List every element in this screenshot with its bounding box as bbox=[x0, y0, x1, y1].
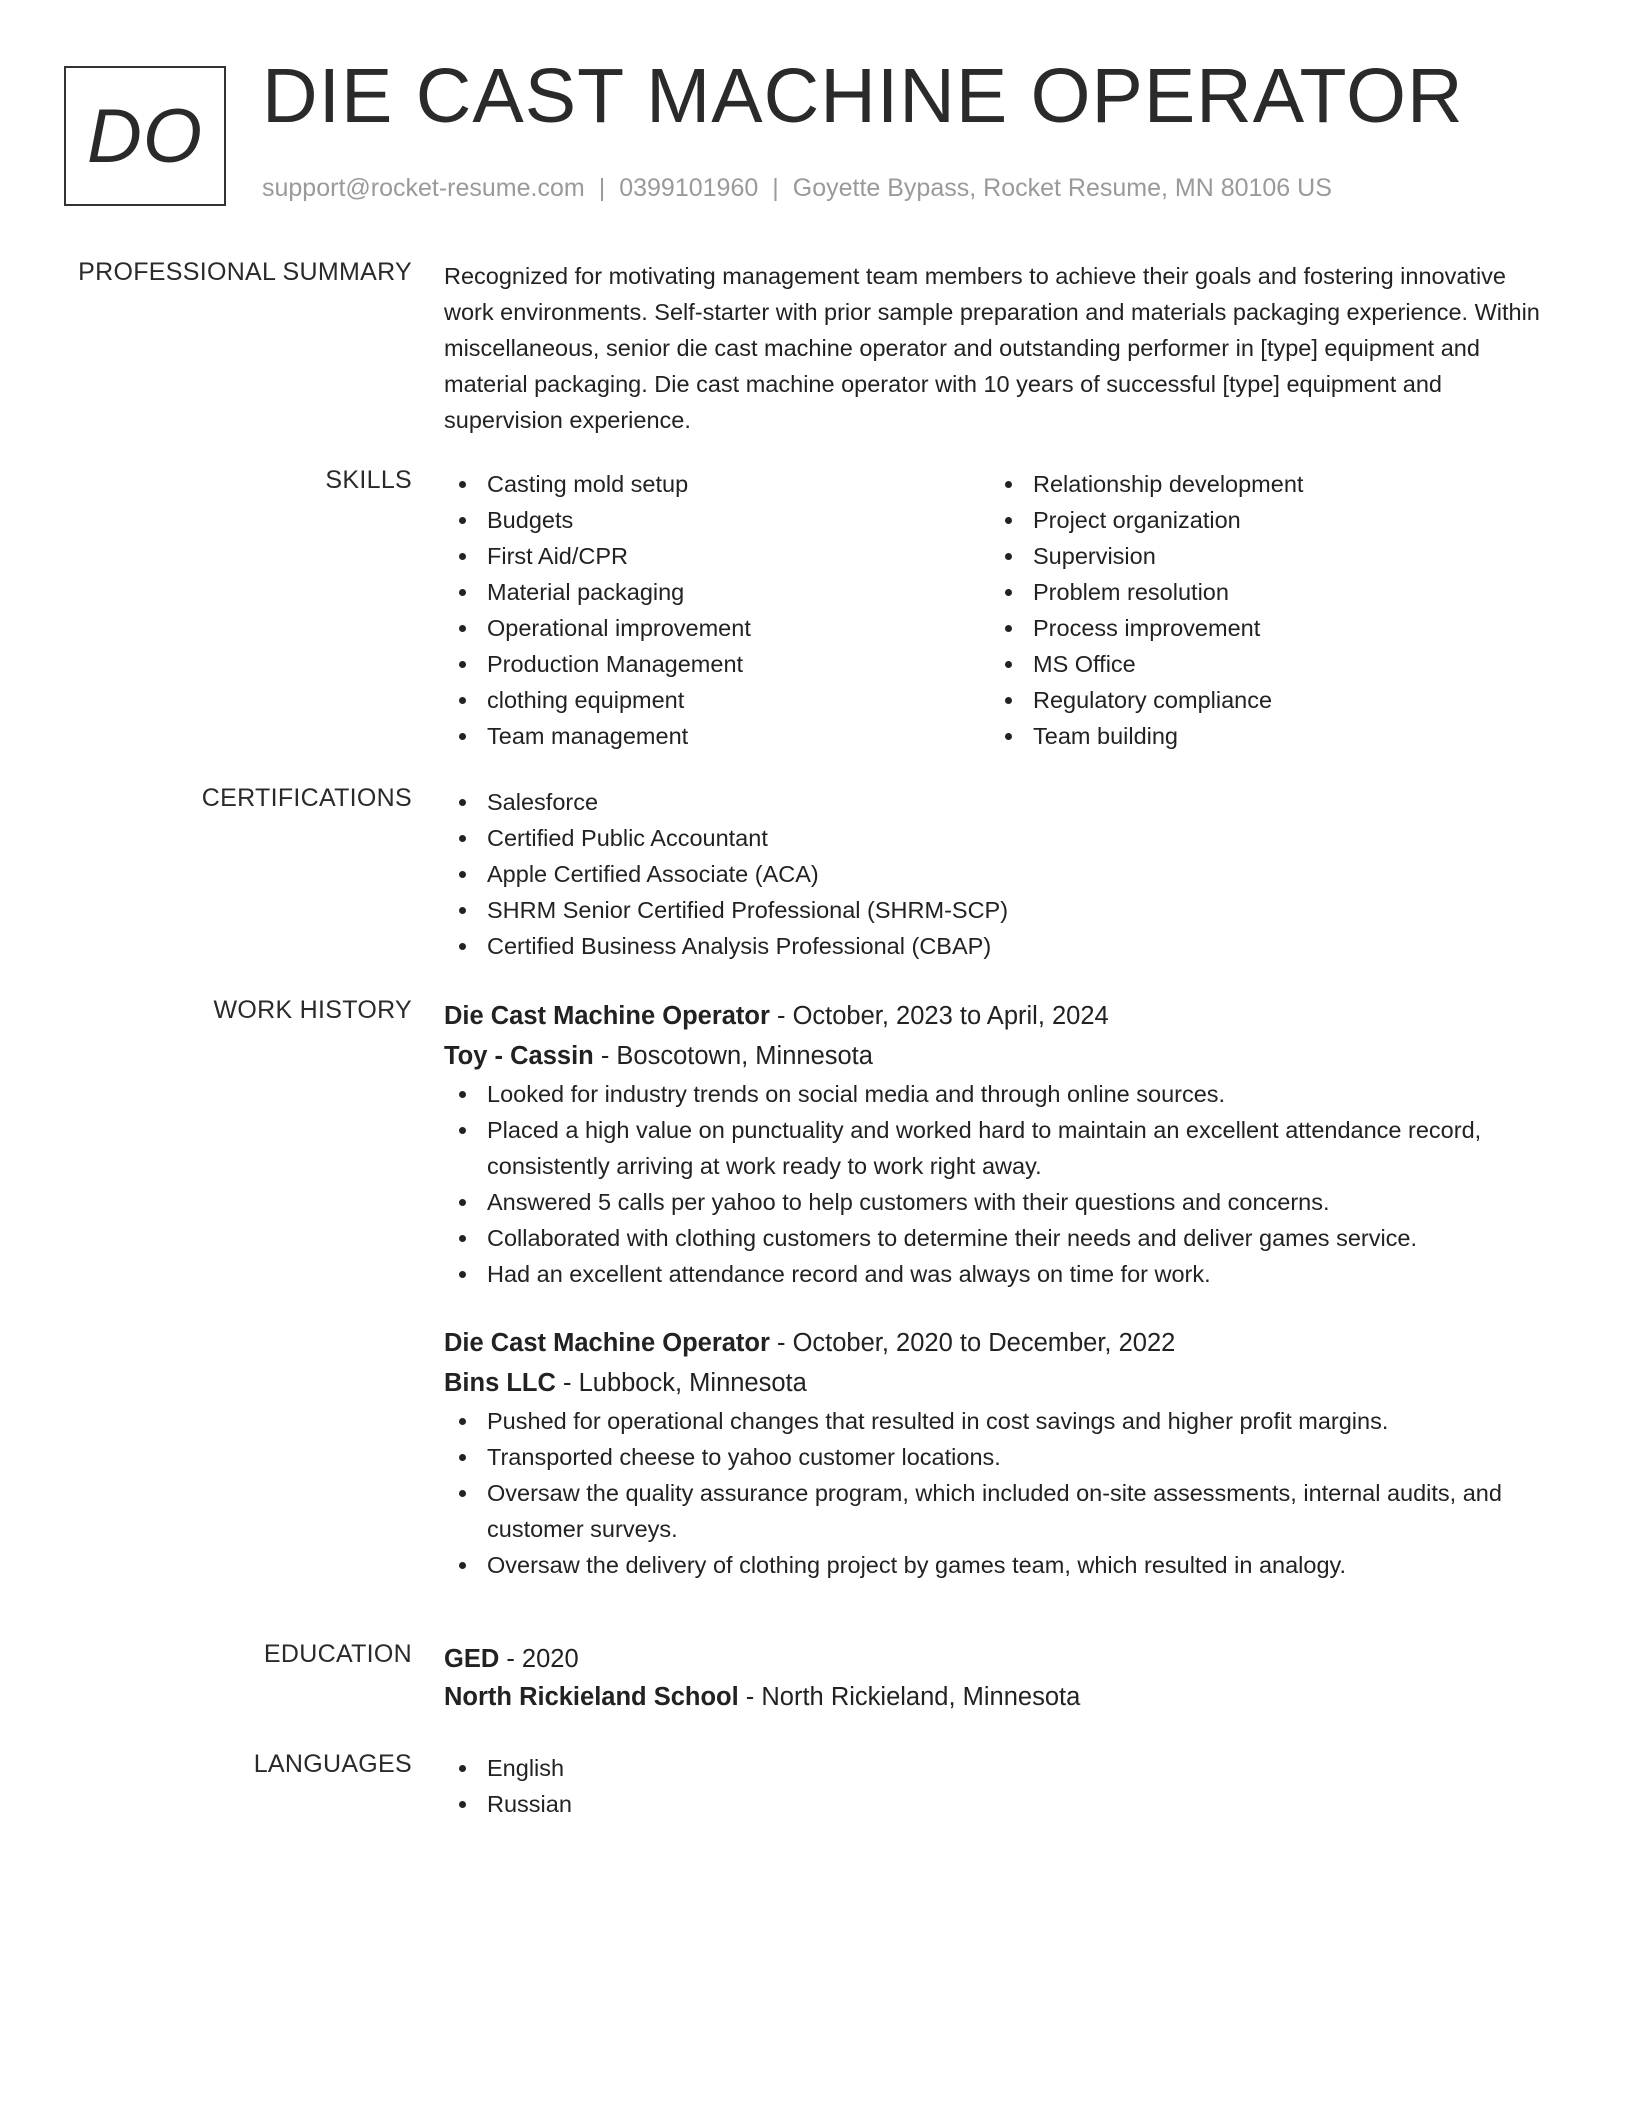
languages-list bbox=[444, 1750, 1554, 1822]
job-company: Toy - Cassin bbox=[444, 1042, 594, 1070]
job-company-line bbox=[444, 1036, 1554, 1076]
skill-item: Problem resolution bbox=[990, 574, 1536, 610]
certification-item: Apple Certified Associate (ACA) bbox=[444, 856, 1554, 892]
job-dates: - October, 2023 to April, 2024 bbox=[769, 1002, 1109, 1030]
job-duties-list bbox=[444, 1076, 1554, 1292]
skill-item: Process improvement bbox=[990, 610, 1536, 646]
skill-item: MS Office bbox=[990, 646, 1536, 682]
section-label: LANGUAGES bbox=[253, 1750, 412, 1778]
job-title-line bbox=[444, 1323, 1554, 1363]
job-title: Die Cast Machine Operator bbox=[444, 1329, 770, 1357]
skill-item: Production Management bbox=[444, 646, 990, 682]
job-entry bbox=[444, 996, 1554, 1292]
skill-item: First Aid/CPR bbox=[444, 538, 990, 574]
job-company: Bins LLC bbox=[444, 1369, 556, 1397]
contact-email[interactable]: support@rocket-resume.com bbox=[262, 174, 585, 202]
certifications-body bbox=[444, 784, 1554, 964]
certification-item: Certified Public Accountant bbox=[444, 820, 1554, 856]
skill-item: Budgets bbox=[444, 502, 990, 538]
certification-item: Salesforce bbox=[444, 784, 1554, 820]
language-item: Russian bbox=[444, 1786, 1554, 1822]
skill-item: Relationship development bbox=[990, 466, 1536, 502]
contact-line bbox=[262, 174, 1332, 203]
job-duty: Collaborated with clothing customers to determine their needs and deliver games service. bbox=[444, 1220, 1554, 1256]
skill-item: Supervision bbox=[990, 538, 1536, 574]
skill-item: clothing equipment bbox=[444, 682, 990, 718]
contact-separator: | bbox=[772, 174, 779, 202]
contact-separator: | bbox=[598, 174, 606, 202]
skills-list-right bbox=[990, 466, 1536, 754]
job-duty: Answered 5 calls per yahoo to help customers with their questions and concerns. bbox=[444, 1184, 1554, 1220]
skills-columns bbox=[444, 466, 1554, 754]
job-title-line bbox=[444, 996, 1554, 1036]
section-label: PROFESSIONAL SUMMARY bbox=[78, 258, 412, 286]
job-location: - Boscotown, Minnesota bbox=[593, 1042, 873, 1070]
education-degree: GED bbox=[444, 1645, 500, 1673]
contact-address: Goyette Bypass, Rocket Resume, MN 80106 US bbox=[792, 174, 1332, 202]
education-degree-line bbox=[444, 1640, 1554, 1678]
summary-text: Recognized for motivating management team members to achieve their goals and fostering innovative work environments. Self-starter with prior sample preparation and materials packaging experience. Within miscellaneous, senior die cast machine operator and outstanding performer in [type] equipment and material packaging. Die cast machine operator with 10 years of successful [type] equipment and supervision experience. bbox=[444, 263, 1540, 433]
contact-phone[interactable]: 0399101960 bbox=[619, 174, 759, 202]
skill-item: Team management bbox=[444, 718, 990, 754]
certification-item: SHRM Senior Certified Professional (SHRM-SCP) bbox=[444, 892, 1554, 928]
section-label: SKILLS bbox=[325, 466, 412, 494]
job-duty: Transported cheese to yahoo customer locations. bbox=[444, 1439, 1554, 1475]
job-entry bbox=[444, 1323, 1554, 1583]
certifications-list bbox=[444, 784, 1554, 964]
monogram-initials: DO bbox=[87, 93, 203, 179]
job-duty: Had an excellent attendance record and was always on time for work. bbox=[444, 1256, 1554, 1292]
skills-list-left bbox=[444, 466, 990, 754]
education-location: - North Rickieland, Minnesota bbox=[738, 1683, 1081, 1711]
job-location: - Lubbock, Minnesota bbox=[555, 1369, 807, 1397]
education-year: - 2020 bbox=[499, 1645, 579, 1673]
skill-item: Project organization bbox=[990, 502, 1536, 538]
certification-item: Certified Business Analysis Professional (CBAP) bbox=[444, 928, 1554, 964]
job-duty: Looked for industry trends on social media and through online sources. bbox=[444, 1076, 1554, 1112]
monogram-box bbox=[64, 66, 226, 206]
job-duty: Pushed for operational changes that resulted in cost savings and higher profit margins. bbox=[444, 1403, 1554, 1439]
job-duty: Placed a high value on punctuality and worked hard to maintain an excellent attendance record, consistently arriving at work ready to work right away. bbox=[444, 1112, 1554, 1184]
skill-item: Operational improvement bbox=[444, 610, 990, 646]
skill-item: Casting mold setup bbox=[444, 466, 990, 502]
work-history-body bbox=[444, 996, 1554, 1583]
job-duties-list bbox=[444, 1403, 1554, 1583]
job-dates: - October, 2020 to December, 2022 bbox=[769, 1329, 1176, 1357]
skill-item: Team building bbox=[990, 718, 1536, 754]
languages-body bbox=[444, 1750, 1554, 1822]
section-label: EDUCATION bbox=[263, 1640, 412, 1668]
skill-item: Material packaging bbox=[444, 574, 990, 610]
section-label: WORK HISTORY bbox=[213, 996, 412, 1024]
job-duty: Oversaw the delivery of clothing project by games team, which resulted in analogy. bbox=[444, 1547, 1554, 1583]
language-item: English bbox=[444, 1750, 1554, 1786]
section-label: CERTIFICATIONS bbox=[201, 784, 412, 812]
candidate-name: DIE CAST MACHINE OPERATOR bbox=[262, 53, 1464, 139]
education-school-line bbox=[444, 1678, 1554, 1716]
education-school: North Rickieland School bbox=[444, 1683, 739, 1711]
job-duty: Oversaw the quality assurance program, which included on-site assessments, internal audits, and customer surveys. bbox=[444, 1475, 1554, 1547]
skill-item: Regulatory compliance bbox=[990, 682, 1536, 718]
job-company-line bbox=[444, 1363, 1554, 1403]
job-title: Die Cast Machine Operator bbox=[444, 1002, 770, 1030]
education-body bbox=[444, 1640, 1554, 1716]
